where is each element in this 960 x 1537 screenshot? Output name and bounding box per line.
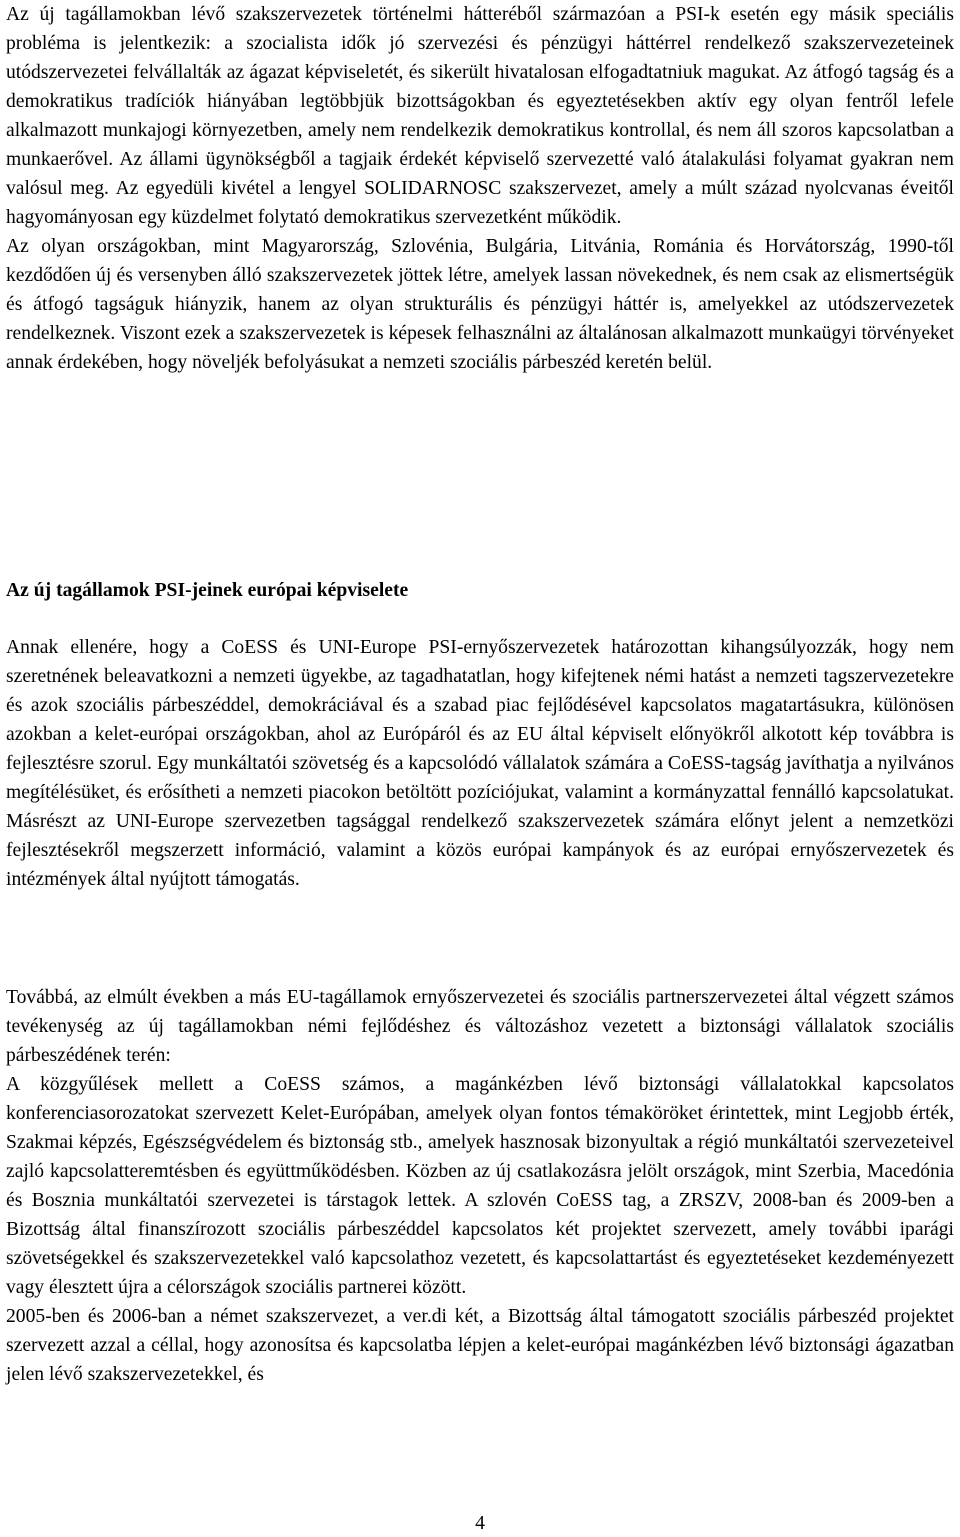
document-page [6,0,954,1385]
top-text-block [6,0,954,377]
section-title: Az új tagállamok PSI-jeinek európai képviselete [6,580,409,601]
paragraph-3: Annak ellenére, hogy a CoESS és UNI-Europe PSI-ernyőszervezetek határozottan kihangsúlyozzák, hogy nem szeretnének beleavatkozni a nemzeti ügyekbe, az tagadhatatlan, hogy kifejtenek némi hatást a nemzeti tagszervezetekre és azok szociális párbeszéddel, demokráciával és a szabad piac fejlődésével kapcsolatos magatartásukra, különösen azokban a kelet-európai országokban, ahol az Európáról és az EU által képviselt előnyökről alkotott kép továbbra is fejlesztésre szorul. Egy munkáltatói szövetség és a kapcsolódó vállalatok számára a CoESS-tagság javíthatja a nyilvános megítélésüket, és erősítheti a nemzeti piacokon betöltött pozíciójukat, valamint a kormányzattal fennálló kapcsolatukat. Másrészt az UNI-Europe szervezetben tagsággal rendelkező szakszervezetek számára előnyt jelent a nemzetközi fejlesztésekről megszerzett információ, valamint a közös európai kampányok és az európai ernyőszervezetek és intézmények által nyújtott támogatás. [6,637,954,890]
page-number: 4 [475,1513,485,1534]
paragraph-6: 2005-ben és 2006-ban a német szakszervezet, a ver.di két, a Bizottság által támogatott szociális párbeszéd projektet szervezett azzal a céllal, hogy azonosítsa és kapcsolatba lépjen a kelet-európai magánkézben lévő biztonsági ágazatban jelen lévő szakszervezetekkel, és [6,1306,954,1385]
paragraph-4: Továbbá, az elmúlt években a más EU-tagállamok ernyőszervezetei és szociális partnerszervezetei által végzett számos tevékenység az új tagállamokban némi fejlődéshez és változáshoz vezetett a biztonsági vállalatok szociális párbeszédének terén: [6,987,954,1066]
paragraph-5: A közgyűlések mellett a CoESS számos, a magánkézben lévő biztonsági vállalatokkal kapcsolatos konferenciasorozatokat szervezett Kelet-Európában, amelyek olyan fontos témaköröket érintettek, mint Legjobb érték, Szakmai képzés, Egészségvédelem és biztonság stb., amelyek hasznosak bizonyultak a régió munkáltatói szervezeteivel zajló kapcsolatteremtésben és együttműködésben. Közben az új csatlakozásra jelölt országok, mint Szerbia, Macedónia és Bosznia munkáltatói szervezetei is társtagok lettek. A szlovén CoESS tag, a ZRSZV, 2008-ban és 2009-ben a Bizottság által finanszírozott szociális párbeszéddel kapcsolatos két projektet szervezett, amely további iparági szövetségekkel és szakszervezetekkel való kapcsolathoz vezetett, és kapcsolattartást és egyeztetéseket kezdeményezett vagy élesztett újra a célországok szociális partnerei között. [6,1074,954,1298]
bottom-text-block [6,983,954,1389]
paragraph-1: Az új tagállamokban lévő szakszervezetek történelmi hátteréből származóan a PSI-k esetén egy másik speciális probléma is jelentkezik: a szocialista idők jó szervezési és pénzügyi háttérrel rendelkező szakszervezeteinek utódszervezetei felvállalták az ágazat képviseletét, és sikerült hivatalosan elfogadtatniuk magukat. Az átfogó tagság és a demokratikus tradíciók hiányában legtöbbjük bizottságokban és egyeztetésekben aktív egy olyan fentről lefele alkalmazott munkajogi környezetben, amely nem rendelkezik demokratikus kontrollal, és nem áll szoros kapcsolatban a munkaerővel. Az állami ügynökségből a tagjaik érdekét képviselő szervezetté való átalakulási folyamat gyakran nem valósul meg. Az egyedüli kivétel a lengyel SOLIDARNOSC szakszervezet, amely a múlt század nyolcvanas éveitől hagyományosan egy küzdelmet folytató demokratikus szervezetként működik. [6,4,954,228]
paragraph-2: Az olyan országokban, mint Magyarország, Szlovénia, Bulgária, Litvánia, Románia és Horvátország, 1990-től kezdődően új és versenyben álló szakszervezetek jöttek létre, amelyek lassan növekednek, és nem csak az elismertségük és átfogó tagságuk hiányzik, hanem az olyan strukturális és pénzügyi háttér is, amelyekkel az utódszervezetek rendelkeznek. Viszont ezek a szakszervezetek is képesek felhasználni az általánosan alkalmazott munkaügyi törvényeket annak érdekében, hogy növeljék befolyásukat a nemzeti szociális párbeszéd keretén belül. [6,236,954,373]
